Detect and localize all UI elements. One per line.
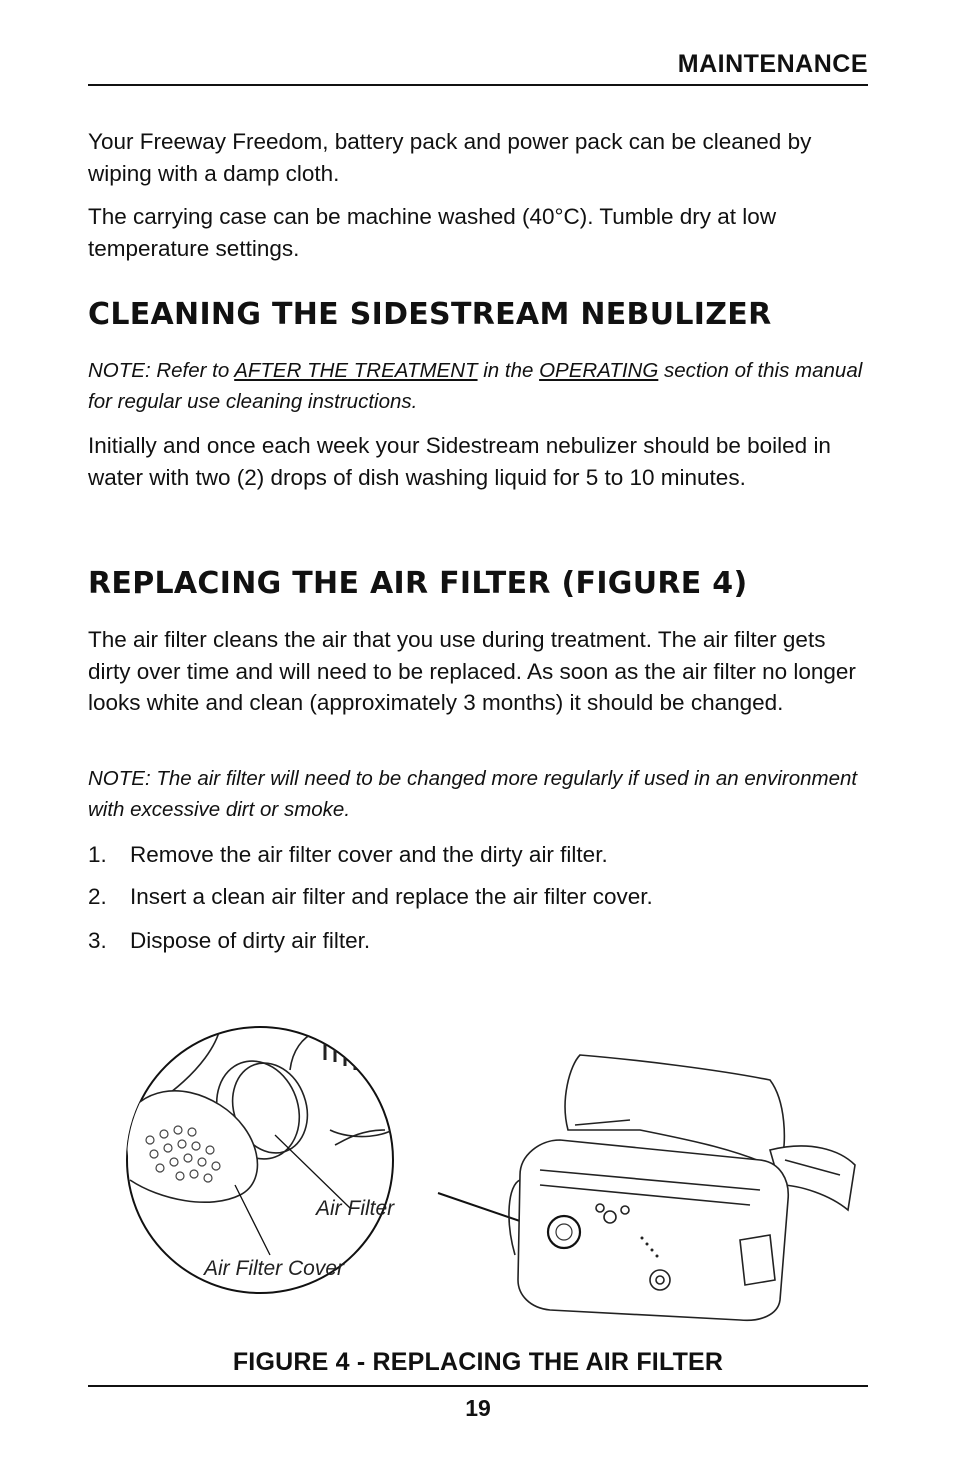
- intro-paragraph-1: Your Freeway Freedom, battery pack and power pack can be cleaned by wiping with a damp cloth.: [88, 129, 812, 186]
- cleaning-paragraph: Initially and once each week your Sidestream nebulizer should be boiled in water with two (2) drops of dish washing liquid for 5 to 10 minutes.: [88, 433, 831, 490]
- cleaning-heading: CLEANING THE SIDESTREAM NEBULIZER: [88, 297, 772, 332]
- step-number: 2.: [88, 884, 107, 909]
- note-middle: in the: [477, 359, 540, 382]
- step-text: Remove the air filter cover and the dirty air filter.: [130, 842, 608, 867]
- note-suffix: section of this manual for regular use cleaning instructions.: [88, 359, 863, 413]
- footer-rule: [88, 1385, 868, 1387]
- cleaning-note: [88, 355, 868, 417]
- air-filter-figure: [120, 980, 860, 1330]
- note-prefix: NOTE: Refer to: [88, 359, 235, 382]
- replacing-paragraph: The air filter cleans the air that you use during treatment. The air filter gets dirty over time and will need to be replaced. As soon as the air filter no longer looks white and clean (approximately 3 months) it should be changed.: [88, 627, 856, 715]
- page-header: [88, 48, 868, 86]
- section-title: MAINTENANCE: [677, 50, 868, 78]
- air-filter-label: Air Filter: [316, 1197, 395, 1220]
- step-text: Dispose of dirty air filter.: [130, 928, 371, 953]
- after-treatment-reference: AFTER THE TREATMENT: [234, 359, 478, 382]
- figure-caption: FIGURE 4 - REPLACING THE AIR FILTER: [232, 1348, 724, 1376]
- intro-paragraph-2: The carrying case can be machine washed (40°C). Tumble dry at low temperature settings.: [88, 204, 777, 261]
- replacing-note: NOTE: The air filter will need to be changed more regularly if used in an environment with excessive dirt or smoke.: [88, 767, 858, 821]
- air-filter-cover-label: Air Filter Cover: [204, 1257, 345, 1280]
- step-number: 3.: [88, 928, 107, 953]
- replacing-heading: REPLACING THE AIR FILTER (FIGURE 4): [88, 566, 748, 601]
- step-number: 1.: [88, 842, 107, 867]
- step-text: Insert a clean air filter and replace the air filter cover.: [130, 884, 653, 909]
- carrying-case-device: [509, 1055, 855, 1320]
- operating-reference: OPERATING: [539, 359, 659, 382]
- intro-section: [88, 126, 868, 264]
- page-number: 19: [465, 1395, 491, 1421]
